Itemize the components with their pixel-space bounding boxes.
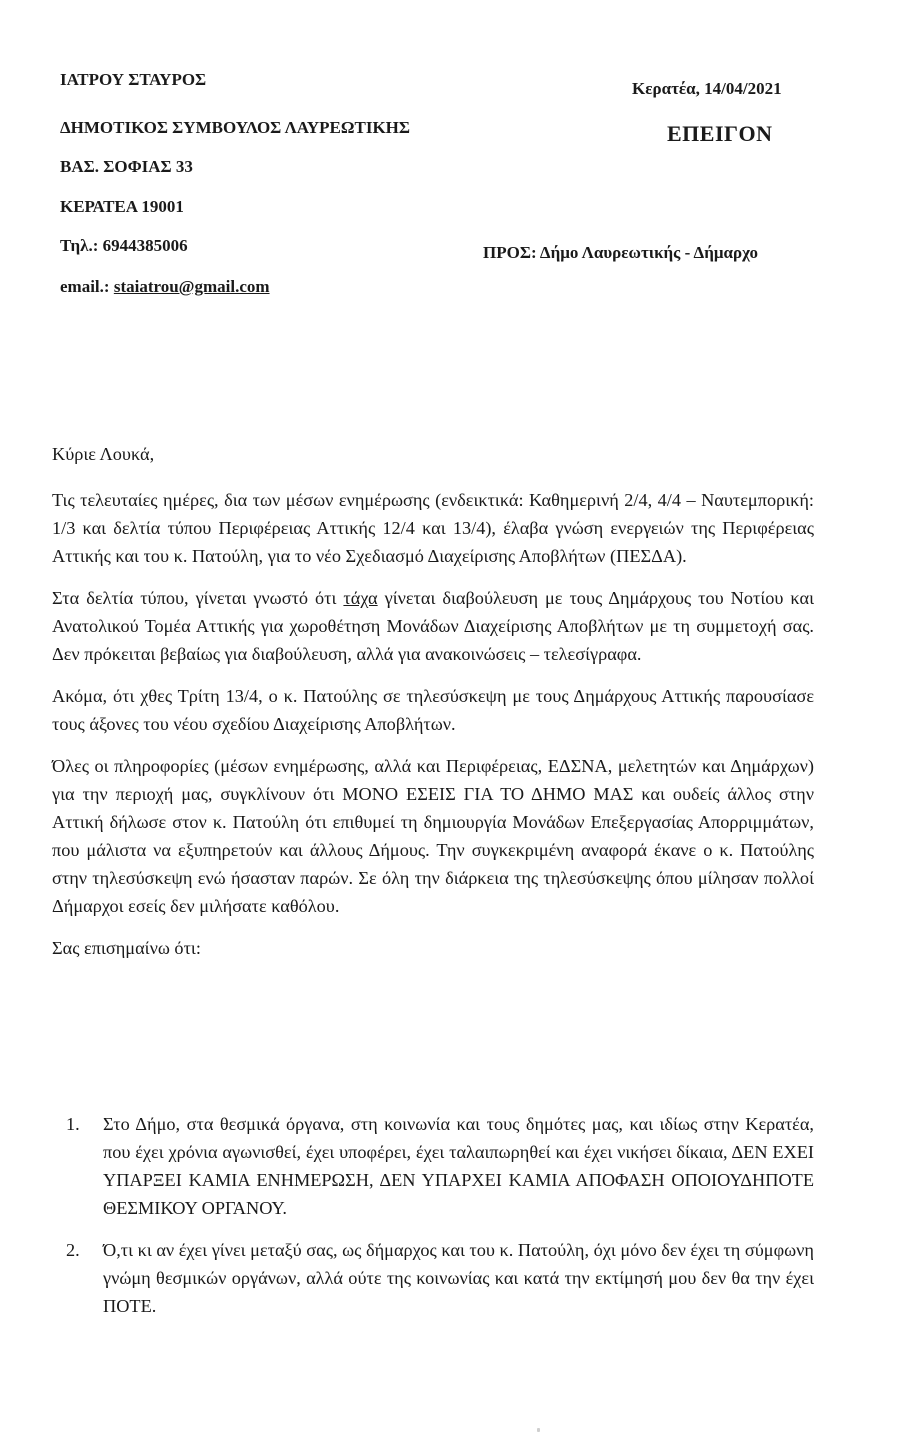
place-date: Κερατέα, 14/04/2021 [632, 79, 782, 98]
sender-email-line [60, 277, 270, 297]
scan-mark [537, 1428, 540, 1432]
urgency-label: ΕΠΕΙΓΟΝ [667, 121, 773, 146]
salutation: Κύριε Λουκά, [52, 444, 155, 464]
email-label: email.: [60, 277, 110, 296]
recipient: ΠΡΟΣ: Δήμο Λαυρεωτικής - Δήμαρχο [483, 243, 758, 262]
list-number: 2. [66, 1240, 80, 1260]
paragraph-4: Όλες οι πληροφορίες (μέσων ενημέρωσης, αλλά και Περιφέρειας, ΕΔΣΝΑ, μελετητών και Δημάρχων) για την περιοχή μας, συγκλίνουν ότι ΜΟΝΟ ΕΣΕΙΣ ΓΙΑ ΤΟ ΔΗΜΟ ΜΑΣ και ουδείς άλλος στην Αττική δήλωσε στον κ. Πατούλη ότι επιθυμεί τη δημιουργία Μονάδων Επεξεργασίας Απορριμμάτων, που μάλιστα να εξυπηρετούν και άλλους Δήμους. Την συγκεκριμένη αναφορά έκανε ο κ. Πατούλης στην τηλεσύσκεψη ενώ ήσασταν παρών. Σε όλη την διάρκεια της τηλεσύσκεψης όπου μίλησαν πολλοί Δήμαρχοι εσείς δεν μιλήσατε καθόλου. [52, 756, 814, 916]
list-item-text: Ό,τι κι αν έχει γίνει μεταξύ σας, ως δήμαρχος και του κ. Πατούλη, όχι μόνο δεν έχει τη σύμφωνη γνώμη θεσμικών οργάνων, αλλά ούτε της κοινωνίας και κατά την εκτίμησή μου δεν θα την έχει ΠΟΤΕ. [103, 1240, 814, 1316]
sender-city: ΚΕΡΑΤΕΑ 19001 [60, 197, 184, 216]
letter-body [52, 440, 814, 976]
list-item [66, 1236, 814, 1320]
list-item-text: Στο Δήμο, στα θεσμικά όργανα, στη κοινωνία και τους δημότες μας, και ιδίως στην Κερατέα, που έχει χρόνια αγωνισθεί, έχει υποφέρει, έχει ταλαιπωρηθεί και έχει νικήσει δίκαια, ΔΕΝ ΕΧΕΙ ΥΠΑΡΞΕΙ ΚΑΜΙΑ ΕΝΗΜΕΡΩΣΗ, ΔΕΝ ΥΠΑΡΧΕΙ ΚΑΜΙΑ ΑΠΟΦΑΣΗ ΟΠΟΙΟΥΔΗΠΟΤΕ ΘΕΣΜΙΚΟΥ ΟΡΓΑΝΟΥ. [103, 1114, 814, 1218]
numbered-list [66, 1110, 814, 1334]
sender-name: ΙΑΤΡΟΥ ΣΤΑΥΡΟΣ [60, 70, 207, 89]
email-link[interactable]: staiatrou@gmail.com [113, 277, 270, 296]
paragraph-3: Ακόμα, ότι χθες Τρίτη 13/4, ο κ. Πατούλης σε τηλεσύσκεψη με τους Δημάρχους Αττικής παρουσίασε τους άξονες του νέου σχεδίου Διαχείρισης Αποβλήτων. [52, 686, 814, 734]
paragraph-1: Τις τελευταίες ημέρες, δια των μέσων ενημέρωσης (ενδεικτικά: Καθημερινή 2/4, 4/4 – Ναυτεμπορική: 1/3 και δελτία τύπου Περιφέρειας Αττικής 12/4 και 13/4), έλαβα γνώση ενεργειών της Περιφέρειας Αττικής και του κ. Πατούλη, για το νέο Σχεδιασμό Διαχείρισης Αποβλήτων (ΠΕΣΔΑ). [52, 490, 814, 566]
paragraph-2: Στα δελτία τύπου, γίνεται γνωστό ότι τάχα γίνεται διαβούλευση με τους Δημάρχους του Νοτίου και Ανατολικού Τομέα Αττικής για χωροθέτηση Μονάδων Διαχείρισης Αποβλήτων με τη συμμετοχή σας. Δεν πρόκειται βεβαίως για διαβούλευση, αλλά για ανακοινώσεις – τελεσίγραφα. [52, 588, 814, 664]
sender-phone: Τηλ.: 6944385006 [60, 236, 188, 255]
underlined-word: τάχα [343, 588, 378, 608]
paragraph-5: Σας επισημαίνω ότι: [52, 938, 201, 958]
sender-address: ΒΑΣ. ΣΟΦΙΑΣ 33 [60, 157, 193, 176]
list-item [66, 1110, 814, 1222]
list-number: 1. [66, 1114, 80, 1134]
sender-title: ΔΗΜΟΤΙΚΟΣ ΣΥΜΒΟΥΛΟΣ ΛΑΥΡΕΩΤΙΚΗΣ [60, 118, 411, 137]
